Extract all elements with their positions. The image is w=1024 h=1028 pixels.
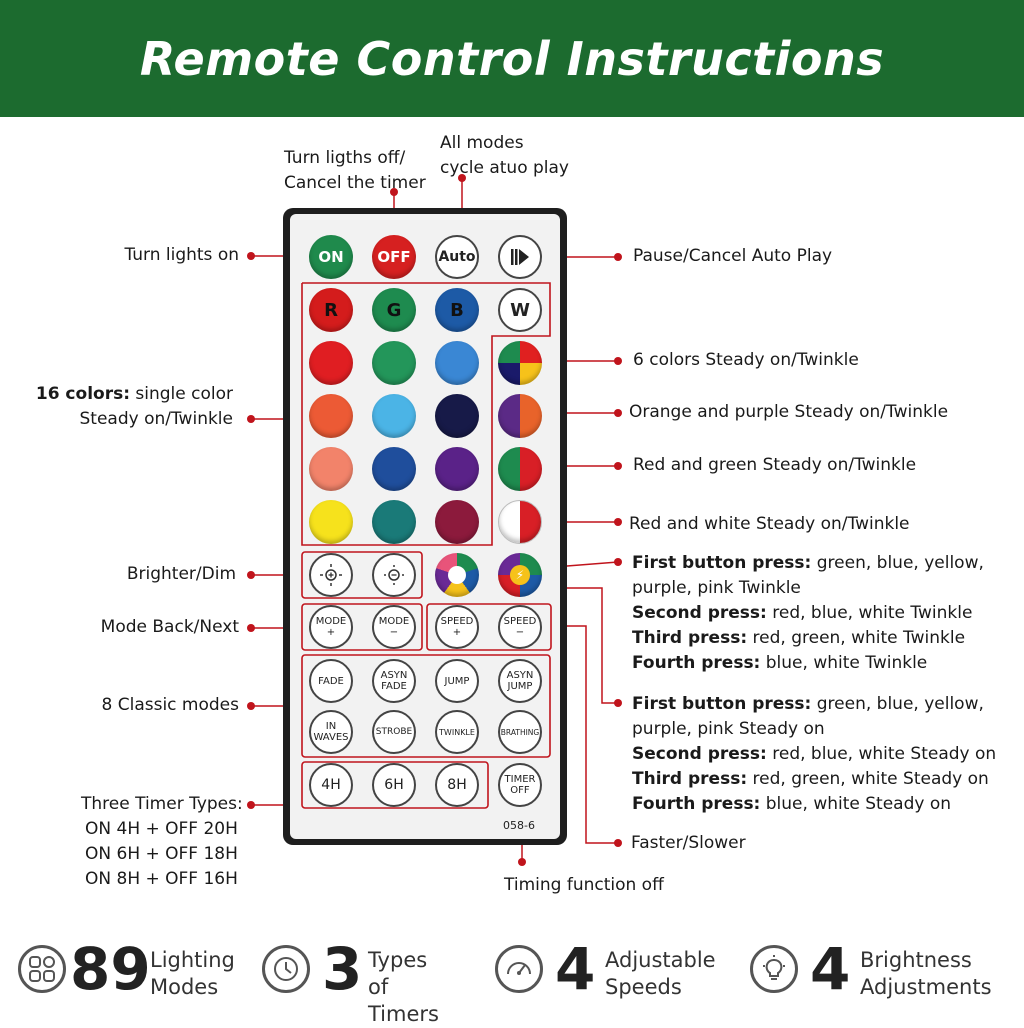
red-button[interactable]: R: [309, 288, 353, 332]
timer-4h-button[interactable]: 4H: [309, 763, 353, 807]
page-title: Remote Control Instructions: [139, 31, 885, 86]
steady-r1b: purple, pink Steady on: [632, 719, 825, 739]
orange-purple-button[interactable]: [498, 394, 542, 438]
feature-number: 3: [322, 935, 363, 1003]
twinkle-b1: First button press:: [632, 553, 812, 573]
color-button-navy[interactable]: [435, 394, 479, 438]
feature-text-line1: Types: [368, 948, 428, 972]
lightbulb-icon: [750, 945, 798, 993]
feature-text-line2: Modes: [150, 975, 219, 999]
off-label: [284, 146, 426, 196]
color-button-purple[interactable]: [435, 447, 479, 491]
feature-text-line1: Lighting: [150, 948, 235, 972]
six-colors-button[interactable]: [498, 341, 542, 385]
brightness-down-icon: [381, 562, 407, 588]
twinkle-button[interactable]: TWINKLE: [435, 710, 479, 754]
sixteen-colors-label: [36, 382, 233, 432]
twinkle-r1b: purple, pink Twinkle: [632, 578, 801, 598]
off-label-line1: Turn ligths off/: [284, 148, 406, 168]
clock-icon-svg: [271, 954, 301, 984]
off-label-line2: Cancel the timer: [284, 173, 426, 193]
jump-button[interactable]: JUMP: [435, 659, 479, 703]
dimmer-button[interactable]: [372, 553, 416, 597]
twinkle-center-dot: [448, 566, 466, 584]
mode-back-next-label: Mode Back/Next: [100, 617, 239, 637]
timer-types-line2: ON 4H + OFF 20H: [85, 819, 238, 839]
sixteen-colors-rest: single color: [130, 384, 233, 404]
faster-slower-label: Faster/Slower: [631, 833, 746, 853]
color-button-orange-red[interactable]: [309, 394, 353, 438]
speed-plus-button[interactable]: SPEED +: [435, 605, 479, 649]
color-button-blue-2[interactable]: [435, 341, 479, 385]
timing-off-label: Timing function off: [504, 875, 664, 895]
asyn-jump-button[interactable]: ASYN JUMP: [498, 659, 542, 703]
steady-line4: [632, 792, 996, 817]
twinkle-line2: [632, 601, 984, 626]
color-button-royal-blue[interactable]: [372, 447, 416, 491]
red-green-label: Red and green Steady on/Twinkle: [633, 455, 917, 475]
auto-button[interactable]: Auto: [435, 235, 479, 279]
red-white-button[interactable]: [498, 500, 542, 544]
feature-number: 4: [555, 935, 596, 1003]
multi-twinkle-button[interactable]: [435, 553, 479, 597]
feature-text: [860, 947, 992, 1001]
twinkle-b3: Third press:: [632, 628, 748, 648]
feature-text-line2: Speeds: [605, 975, 682, 999]
steady-b2: Second press:: [632, 744, 767, 764]
steady-sequence-label: [632, 692, 996, 817]
timer-types-label: [81, 792, 243, 892]
lightbulb-icon-svg: [759, 954, 789, 984]
color-button-maroon[interactable]: [435, 500, 479, 544]
twinkle-line4: [632, 651, 984, 676]
white-button[interactable]: W: [498, 288, 542, 332]
feature-text-line2: Adjustments: [860, 975, 992, 999]
sixteen-colors-line2: Steady on/Twinkle: [79, 409, 233, 429]
model-number: 058-6: [503, 819, 535, 832]
red-green-button[interactable]: [498, 447, 542, 491]
twinkle-b4: Fourth press:: [632, 653, 761, 673]
timer-types-line1: Three Timer Types:: [81, 794, 243, 814]
steady-b3: Third press:: [632, 769, 748, 789]
twinkle-r4: blue, white Twinkle: [760, 653, 928, 673]
turn-on-label: Turn lights on: [124, 245, 239, 265]
steady-r2: red, blue, white Steady on: [766, 744, 997, 764]
sixteen-colors-bold: 16 colors:: [35, 384, 130, 404]
feature-text-line2: of Timers: [368, 975, 439, 1026]
twinkle-sequence-label: [632, 551, 984, 676]
clock-icon: [262, 945, 310, 993]
timer-off-button[interactable]: TIMER OFF: [498, 763, 542, 807]
brighter-button[interactable]: [309, 553, 353, 597]
feature-text-line1: Brightness: [860, 948, 972, 972]
color-button-green-2[interactable]: [372, 341, 416, 385]
twinkle-r3: red, green, white Twinkle: [747, 628, 966, 648]
color-button-salmon[interactable]: [309, 447, 353, 491]
color-button-teal[interactable]: [372, 500, 416, 544]
grid-icon-svg: [28, 955, 56, 983]
sixteen-colors-line1: [36, 382, 233, 407]
twinkle-b2: Second press:: [632, 603, 767, 623]
off-button[interactable]: OFF: [372, 235, 416, 279]
steady-r1a: green, blue, yellow,: [811, 694, 984, 714]
grid-icon: [18, 945, 66, 993]
mode-plus-button[interactable]: MODE +: [309, 605, 353, 649]
twinkle-line1: [632, 551, 984, 576]
color-button-sky-blue[interactable]: [372, 394, 416, 438]
pause-label: Pause/Cancel Auto Play: [633, 246, 833, 266]
steady-line2: [632, 742, 996, 767]
feature-footer: [0, 935, 1024, 1026]
auto-label: [440, 131, 569, 181]
asyn-fade-button[interactable]: ASYN FADE: [372, 659, 416, 703]
timer-types-line4: ON 8H + OFF 16H: [85, 869, 238, 889]
play-pause-icon: [508, 245, 532, 269]
speedometer-icon: [495, 945, 543, 993]
fade-button[interactable]: FADE: [309, 659, 353, 703]
red-white-label: Red and white Steady on/Twinkle: [629, 514, 910, 534]
speedometer-icon-svg: [504, 954, 534, 984]
twinkle-line3: [632, 626, 984, 651]
auto-label-line1: All modes: [440, 133, 524, 153]
brighter-dim-label: Brighter/Dim: [126, 564, 236, 584]
auto-label-line2: cycle atuo play: [440, 158, 569, 178]
play-pause-button[interactable]: [498, 235, 542, 279]
steady-b1: First button press:: [632, 694, 812, 714]
lightning-icon: ⚡: [510, 565, 530, 585]
timer-6h-button[interactable]: 6H: [372, 763, 416, 807]
steady-line1: [632, 692, 996, 717]
multi-steady-button[interactable]: [498, 553, 542, 597]
breathing-button[interactable]: BRATHING: [498, 710, 542, 754]
orange-purple-label: Orange and purple Steady on/Twinkle: [629, 402, 949, 422]
strobe-button[interactable]: STROBE: [372, 710, 416, 754]
feature-text: [368, 947, 439, 1028]
steady-r3: red, green, white Steady on: [747, 769, 989, 789]
in-waves-button[interactable]: IN WAVES: [309, 710, 353, 754]
twinkle-r2: red, blue, white Twinkle: [766, 603, 973, 623]
blue-button[interactable]: B: [435, 288, 479, 332]
feature-text: [150, 947, 235, 1001]
mode-minus-button[interactable]: MODE −: [372, 605, 416, 649]
speed-minus-button[interactable]: SPEED −: [498, 605, 542, 649]
six-colors-label: 6 colors Steady on/Twinkle: [633, 350, 859, 370]
steady-line3: [632, 767, 996, 792]
steady-b4: Fourth press:: [632, 794, 761, 814]
timer-8h-button[interactable]: 8H: [435, 763, 479, 807]
twinkle-r1a: green, blue, yellow,: [811, 553, 984, 573]
timer-types-line3: ON 6H + OFF 18H: [85, 844, 238, 864]
classic-modes-label: 8 Classic modes: [101, 695, 239, 715]
on-button[interactable]: ON: [309, 235, 353, 279]
brightness-up-icon: [318, 562, 344, 588]
steady-r4: blue, white Steady on: [760, 794, 952, 814]
feature-text-line1: Adjustable: [605, 948, 716, 972]
green-button[interactable]: G: [372, 288, 416, 332]
color-button-red-2[interactable]: [309, 341, 353, 385]
feature-number: 89: [70, 935, 151, 1003]
feature-text: [605, 947, 716, 1001]
feature-number: 4: [810, 935, 851, 1003]
color-button-yellow[interactable]: [309, 500, 353, 544]
